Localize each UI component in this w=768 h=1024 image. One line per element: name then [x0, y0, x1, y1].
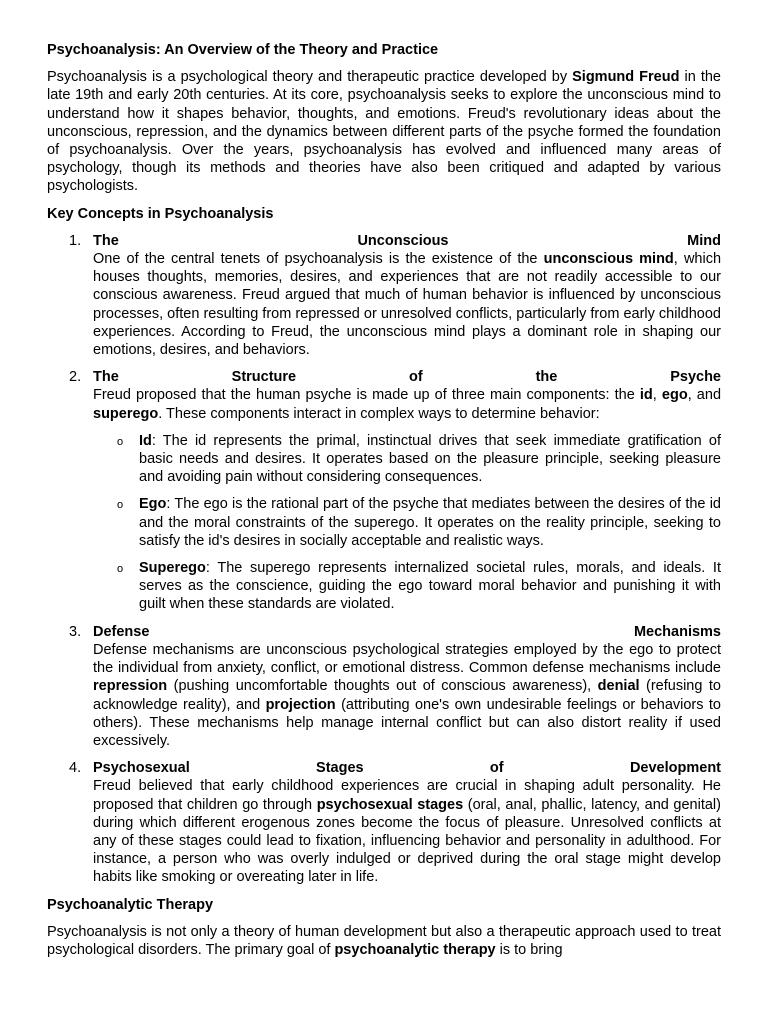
concept-bold-term: superego	[93, 405, 159, 422]
therapy-bold-term: psychoanalytic therapy	[334, 941, 496, 958]
concept-text: ,	[652, 387, 662, 404]
concept-text: . These components interact in complex ways to determine behavior:	[158, 405, 600, 422]
concept-bold-term: psychosexual stages	[316, 796, 464, 813]
concept-defense-mechanisms	[69, 623, 721, 750]
key-concepts-heading: Key Concepts in Psychoanalysis	[47, 205, 274, 222]
concept-text: One of the central tenets of psychoanalysis is the existence of the	[93, 251, 544, 268]
concept-text: (attributing one's own undesirable feelings or behaviors to others). These mechanisms help manage internal conflict but can also distort reality if used excessively.	[93, 696, 721, 749]
component-id	[117, 432, 721, 487]
concept-text: (oral, anal, phallic, latency, and genital) during which different erogenous zones become the focus of pleasure. Unresolved conflicts at any of these stages could lead to fixation, influencing behavior and personality in adulthood. For instance, a person who was overly indulged or deprived during the oral stage might develop habits like smoking or overeating later in life.	[93, 796, 721, 886]
concept-structure-of-psyche	[69, 368, 722, 613]
intro-bold-freud: Sigmund Freud	[572, 69, 680, 86]
document-title: Psychoanalysis: An Overview of the Theory and Practice	[47, 42, 439, 58]
component-text: : The id represents the primal, instinctual drives that seek immediate gratification of basic needs and desires. It operates based on the pleasure principle, seeking pleasure and avoiding pain without considering consequences.	[139, 432, 721, 486]
concept-bold-term: projection	[265, 696, 336, 713]
component-term: Id	[139, 432, 152, 449]
concept-text: Freud proposed that the human psyche is made up of three main components: the	[93, 387, 640, 404]
therapy-paragraph	[47, 923, 721, 959]
component-text: : The ego is the rational part of the psyche that mediates between the desires of the id and the moral constraints of the superego. It operates on the reality principle, seeking to satisfy the id's desires in socially acceptable and realistic ways.	[139, 496, 721, 549]
concept-text: Defense mechanisms are unconscious psychological strategies employed by the ego to protect the individual from anxiety, conflict, or emotional distress. Common defense mechanisms include	[93, 641, 721, 677]
circle-bullet-icon: o	[117, 563, 124, 576]
circle-bullet-icon: o	[117, 435, 124, 448]
circle-bullet-icon: o	[117, 499, 124, 512]
therapy-text: is to bring	[495, 941, 563, 958]
concept-title: Defense Mechanisms	[93, 623, 721, 640]
concept-body	[93, 386, 721, 422]
list-number: 3.	[69, 623, 82, 640]
list-number: 2.	[69, 369, 82, 386]
concept-body	[93, 641, 721, 750]
concept-text: (refusing to acknowledge reality), and	[93, 678, 721, 713]
intro-paragraph	[47, 68, 721, 195]
concept-unconscious-mind	[69, 232, 722, 359]
concept-bold-term: ego	[661, 387, 688, 404]
concept-title: The Unconscious Mind	[93, 232, 721, 249]
concept-text: , which houses thoughts, memories, desires, and experiences that are not readily accessible to our conscious awareness. Freud argued that much of human behavior is influenced by unconscious processes, often resulting from repressed or unresolved conflicts, particularly from early childhood experiences. According to Freud, the unconscious mind plays a dominant role in shaping our emotions, desires, and behaviors.	[93, 251, 722, 359]
concept-bold-term: id	[639, 387, 653, 404]
key-concepts-list	[47, 232, 721, 887]
list-number: 1.	[69, 232, 82, 249]
intro-text-rest: in the late 19th and early 20th centuries. At its core, psychoanalysis seeks to explore the unconscious mind to understand how it shapes behavior, thoughts, and emotions. Freud's revolutionary ideas about the unconscious, repression, and the dynamics between different parts of the psyche formed the foundation of psychoanalysis. Over the years, psychoanalysis has evolved and influenced many areas of psychology, though its methods and theories have also been critiqued and adapted by various psychologists.	[47, 69, 721, 195]
list-number: 4.	[69, 760, 82, 777]
component-ego	[117, 495, 721, 550]
concept-title: Psychosexual Stages of Development	[93, 760, 721, 777]
concept-body	[93, 777, 721, 886]
concept-psychosexual-stages	[69, 759, 721, 886]
concept-text: , and	[687, 387, 722, 404]
concept-title: The Structure of the Psyche	[93, 369, 721, 386]
psyche-components-list	[93, 432, 721, 614]
intro-text: Psychoanalysis is a psychological theory and therapeutic practice developed by	[47, 69, 573, 86]
component-text: : The superego represents internalized societal rules, morals, and ideals. It serves as the conscience, guiding the ego toward moral behavior and punishing it with guilt when these standards are violated.	[139, 560, 721, 613]
concept-text: Freud believed that early childhood experiences are crucial in shaping adult personality. He proposed that children go through	[93, 778, 721, 813]
component-term: Superego	[139, 560, 206, 577]
component-term: Ego	[139, 496, 167, 513]
concept-bold-term: unconscious mind	[543, 251, 674, 268]
therapy-text: Psychoanalysis is not only a theory of human development but also a therapeutic approach used to treat psychological disorders. The primary goal of	[47, 923, 721, 958]
concept-bold-term: denial	[597, 678, 640, 695]
component-superego	[117, 559, 721, 614]
therapy-heading: Psychoanalytic Therapy	[47, 896, 214, 913]
concept-body	[93, 250, 721, 359]
concept-bold-term: repression	[93, 678, 168, 695]
concept-text: (pushing uncomfortable thoughts out of conscious awareness),	[167, 678, 598, 695]
